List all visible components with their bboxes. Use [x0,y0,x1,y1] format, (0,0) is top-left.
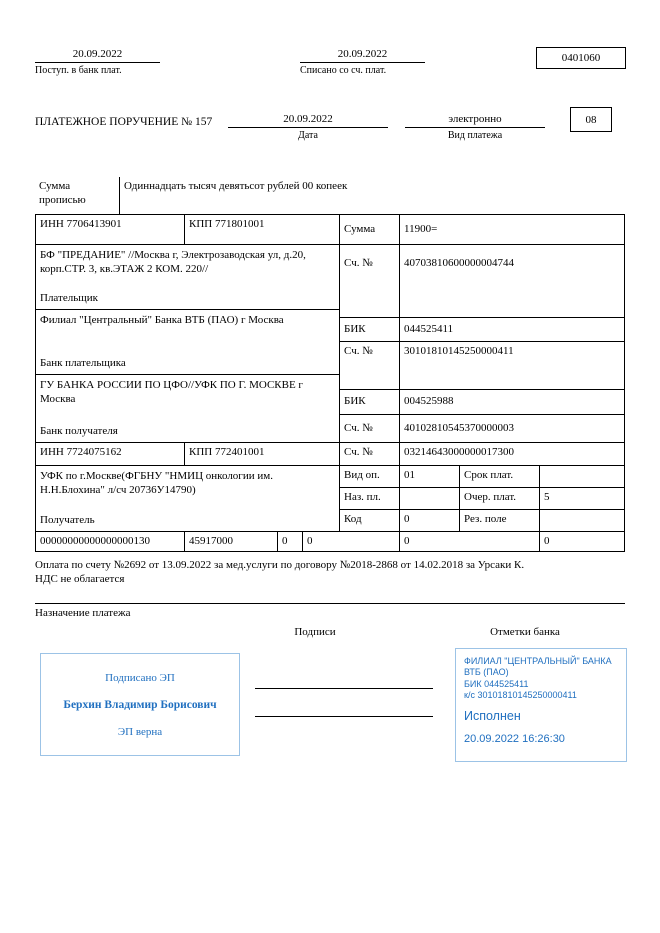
op-kind-label-cell: Вид оп. [340,466,400,488]
payee-kpp-cell: КПП 772401001 [185,443,340,466]
pay-term-label-cell: Срок плат. [460,466,540,488]
oktmo-cell: 45917000 [185,532,278,552]
amount-words-label-cell: Сумма прописью [35,177,120,215]
doc-date-cell: 0 [540,532,625,552]
payer-name: БФ "ПРЕДАНИЕ" //Москва г, Электрозаводская ул, д.20, корп.СТР. 3, кв.ЭТАЖ 2 КОМ. 220// [40,249,306,276]
signatures-label: Подписи [294,626,336,638]
reserve-cell [540,510,625,532]
payee-name: УФК по г.Москве(ФГБНУ "НМИЦ онкологии им. Н.Н.Блохина" л/сч 20736У14790) [40,470,273,497]
signature-line-2 [255,716,433,717]
op-kind-cell: 01 [400,466,460,488]
payer-bank-name: Филиал "Центральный" Банка ВТБ (ПАО) г Москва [40,314,284,326]
pay-term-cell [540,466,625,488]
bank-marks-label: Отметки банка [490,626,560,638]
bank-stamp-corr: к/с 30101810145250000411 [464,689,577,700]
payment-order-title: ПЛАТЕЖНОЕ ПОРУЧЕНИЕ № 157 [35,116,213,128]
bank-stamp-bik: БИК 044525411 [464,678,529,689]
signature-stamp-line1: Подписано ЭП [105,671,175,684]
bank-stamp [455,648,627,762]
payee-account-cell: 03214643000000017300 [400,443,625,466]
received-date-field [35,48,160,76]
period-cell: 0 [303,532,400,552]
payee-bank-bik-cell: 004525988 [400,390,625,415]
payer-bank-account-label-cell: Сч. № [340,342,400,390]
priority-cell: 5 [540,488,625,510]
payee-section-label: Получатель [40,514,95,527]
payer-section-label: Плательщик [40,292,98,305]
date-value: 20.09.2022 [228,113,388,128]
doc-number-cell: 0 [400,532,540,552]
code-label-cell: Код [340,510,400,532]
payee-bank-section-label: Банк получателя [40,425,118,438]
payer-inn-cell: ИНН 7706413901 [35,215,185,245]
payee-bank-account-label-cell: Сч. № [340,415,400,443]
sum-value-cell: 11900= [400,215,625,245]
purpose-line2: НДС не облагается [35,573,125,586]
amount-words-cell: Одиннадцать тысяч девятьсот рублей 00 копеек [120,177,625,215]
payee-bank-cell [35,375,340,443]
purpose-label: Назначение платежа [35,607,131,619]
payee-cell [35,466,340,532]
reserve-label-cell: Рез. поле [460,510,540,532]
payment-kind-label: Вид платежа [447,130,503,141]
basis-cell: 0 [278,532,303,552]
code-cell: 0 [400,510,460,532]
status-code-box: 08 [570,107,612,132]
payer-bank-bik-label-cell: БИК [340,318,400,342]
signature-stamp [40,653,240,756]
purpose-area [35,552,625,604]
date-field [228,113,388,141]
payee-inn-cell: ИНН 7724075162 [35,443,185,466]
payee-account-label-cell: Сч. № [340,443,400,466]
payer-bank-section-label: Банк плательщика [40,357,126,370]
purpose-code-cell [400,488,460,510]
received-date: 20.09.2022 [35,48,160,63]
payment-kind-value: электронно [405,113,545,128]
date-label: Дата [298,130,318,141]
bank-stamp-bank-line2: ВТБ (ПАО) [464,667,509,678]
payee-bank-bik-label-cell: БИК [340,390,400,415]
payer-cell [35,245,340,310]
payer-bank-account-cell: 30101810145250000411 [400,342,625,390]
payer-kpp-cell: КПП 771801001 [185,215,340,245]
sum-label-cell: Сумма [340,215,400,245]
priority-label-cell: Очер. плат. [460,488,540,510]
bank-stamp-bank-line1: ФИЛИАЛ "ЦЕНТРАЛЬНЫЙ" БАНКА [464,656,612,666]
debited-date: 20.09.2022 [300,48,425,63]
form-code-box: 0401060 [536,47,626,69]
payer-bank-cell [35,310,340,375]
signature-line-1 [255,688,433,689]
purpose-line1: Оплата по счету №2692 от 13.09.2022 за мед.услуги по договору №2018-2868 от 14.02.2018 за Урсаки К. [35,559,525,571]
payer-account-label-cell: Сч. № [340,245,400,318]
payee-bank-account-cell: 40102810545370000003 [400,415,625,443]
payment-kind-field [405,113,545,141]
bank-stamp-datetime: 20.09.2022 16:26:30 [464,732,565,745]
signature-stamp-name: Берхин Владимир Борисович [63,698,217,711]
debited-date-label: Списано со сч. плат. [300,65,387,76]
bank-stamp-status: Исполнен [464,709,521,723]
received-date-label: Поступ. в банк плат. [35,65,122,76]
purpose-code-label-cell: Наз. пл. [340,488,400,510]
payee-bank-name: ГУ БАНКА РОССИИ ПО ЦФО//УФК ПО Г. МОСКВЕ г Москва [40,379,303,406]
kbk-cell: 00000000000000000130 [35,532,185,552]
payer-bank-bik-cell: 044525411 [400,318,625,342]
signature-stamp-line3: ЭП верна [117,725,163,738]
payer-account-cell: 40703810600000004744 [400,245,625,318]
debited-date-field [300,48,425,76]
